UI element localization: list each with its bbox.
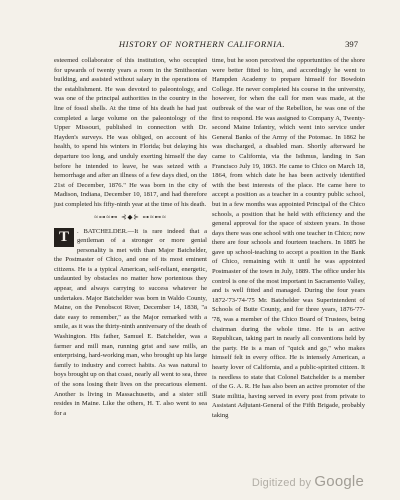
running-header	[46, 38, 358, 50]
paragraph: . BATCHELDER.—It is rare indeed that a gentleman of a stronger or more genial personality is met with than Major Batchelder, the Postmaster of Chico, and one of its most eminent citizens. He is a typical American, self-reliant, energetic, undaunted by obstacles no matter how portentous they appear, and always carrying to success whatever he undertakes. Major Batchelder was born in Waldo County, Maine, on the Penobscot River, December 14, 1838, "a date easy to remember," as the Major remarked with a smile, as it was the thirty-ninth anniversary of the death of Washington. His father, Samuel E. Batchelder, was a farmer and mill man, running grist and saw mills, an enterprising, hard-working man, who brought up his large family to industry and correct habits. As was natural to boys brought up on that coast, nearly all went to sea, three of the sons losing their lives on the precarious element. Another is living in Massachusetts, and a sister still resides in Maine. Like the others, H. T. also went to sea for a	[54, 227, 207, 417]
section-ornament: ≈⊶≈⊷ ⊰◆⊱ ⊶≈⊷≈	[94, 213, 167, 221]
right-column	[212, 56, 365, 421]
watermark-brand: Google	[314, 473, 364, 490]
watermark-prefix: Digitized by	[251, 477, 312, 489]
drop-cap: T	[54, 228, 74, 247]
paragraph: esteemed collaborator of this institution, who occupied for upwards of twenty years a room in the Smithsonian building, and assisted without salary in the operations of the establishment. He was devoted to paleontology, and was one of the principal authorities in the country in the line of fossil shells. At the time of his death he had just completed a large volume on the paleontology of the Upper Missouri, published in connection with Dr. Hayden's surveys. He was obliged, on account of his health, to spend his winters in Florida; but delaying his departure too long, and unduly exerting himself the day before he intended to leave, he was seized with a hemorrhage and after an illness of a few days died, on the 21st of December, 1876." He was born in the city of Madison, Indiana, December 10, 1817, and had therefore just completed his fifty-ninth year at the time of his death.	[54, 57, 207, 208]
left-column	[54, 56, 207, 418]
digitization-watermark	[252, 473, 364, 490]
biography-section	[54, 227, 207, 419]
paragraph: time, but he soon perceived the opportunities of the shore were better fitted to him, and accordingly he went to Hampden Academy to prepare himself for Bowdoin College. He never completed his course in the university, however, for when the call for men was made, at the outbreak of the war of the Rebellion, he was one of the first to respond. He was assigned to Company A, Twenty-second Maine Infantry, which went into service under General Banks of the Army of the Potomac. In 1862 he was discharged, a disabled man. Shortly afterward he came to California, via the Isthmus, landing in San Francisco July 19, 1863. He came to Chico on March 18, 1864, from which date he has been actively identified with the best interests of the place. He came here to accept a position as a teacher in a country public school, but in a few months was appointed Principal of the Chico schools, a position that he held with efficiency and the general approval for the space of sixteen years. In those days there was one school with one teacher in Chico; now there are four schools and fourteen teachers. In 1885 he gave up school-teaching to accept a position in the Bank of Chico, remaining with it until he was appointed Postmaster of the town in July, 1889. The office under his control is one of the most important in Sacramento Valley, and is well fitted and managed. During the four years 1872-'73-'74-'75 Mr. Batchelder was Superintendent of Schools of Butte County, and for three years, 1876-'77-'78, was a member of the Chico Board of Trustees, being chairman during the whole time. He is an active Republican, taking part in nearly all conventions held by the party. He is a man of "quick and go," who makes himself felt in every office. He is intensely American, a hearty lover of California, and a public-spirited citizen. It is needless to state that Colonel Batchelder is a member of the G. A. R. He has also been an active promoter of the State militia, having served in every post from private to Assistant Adjutant-General of the Fifth Brigade, probably taking	[212, 57, 365, 419]
running-title: HISTORY OF NORTHERN CALIFORNIA.	[118, 39, 286, 49]
page-number: 397	[345, 39, 358, 49]
